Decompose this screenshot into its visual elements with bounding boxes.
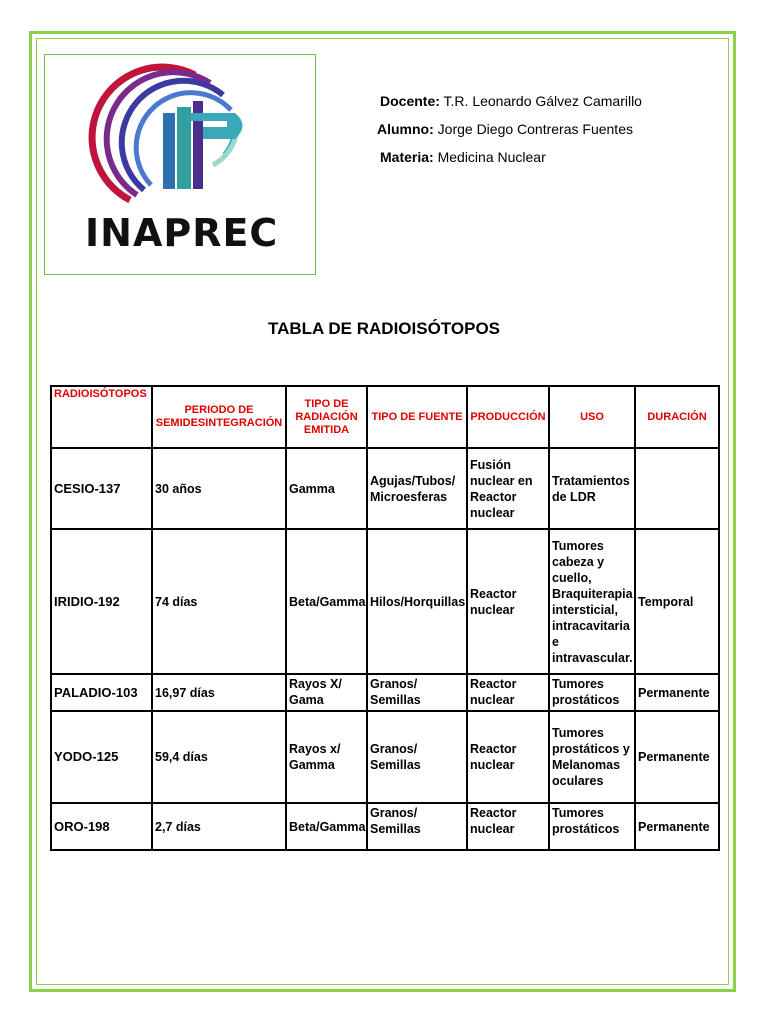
docente-value: T.R. Leonardo Gálvez Camarillo bbox=[443, 93, 642, 109]
cell-periodo: 16,97 días bbox=[152, 674, 286, 711]
materia-label: Materia: bbox=[380, 149, 434, 165]
cell-periodo: 59,4 días bbox=[152, 711, 286, 803]
alumno-value: Jorge Diego Contreras Fuentes bbox=[437, 121, 633, 137]
alumno-line bbox=[377, 121, 633, 137]
cell-radiacion: Gamma bbox=[286, 448, 367, 529]
table-row bbox=[51, 674, 719, 711]
logo-box bbox=[44, 54, 316, 275]
cell-duracion: Temporal bbox=[635, 529, 719, 674]
header-uso: USO bbox=[549, 386, 635, 448]
header-periodo: PERIODO DE SEMIDESINTEGRACIÓN bbox=[152, 386, 286, 448]
docente-label: Docente: bbox=[380, 93, 440, 109]
cell-isotope: PALADIO-103 bbox=[51, 674, 152, 711]
radioisotopes-table bbox=[50, 385, 720, 851]
cell-duracion: Permanente bbox=[635, 803, 719, 850]
cell-fuente: Granos/ Semillas bbox=[367, 803, 467, 850]
logo-text: INAPREC bbox=[85, 211, 279, 255]
page-title: TABLA DE RADIOISÓTOPOS bbox=[267, 319, 501, 338]
cell-radiacion: Beta/Gamma bbox=[286, 529, 367, 674]
cell-radiacion: Beta/Gamma bbox=[286, 803, 367, 850]
cell-uso: Tumores cabeza y cuello, Braquiterapia intersticial, intracavitaria e intravascular. bbox=[549, 529, 635, 674]
header-produccion: PRODUCCIÓN bbox=[467, 386, 549, 448]
cell-periodo: 30 años bbox=[152, 448, 286, 529]
cell-uso: Tumores prostáticos y Melanomas oculares bbox=[549, 711, 635, 803]
cell-periodo: 74 días bbox=[152, 529, 286, 674]
cell-radiacion: Rayos X/ Gama bbox=[286, 674, 367, 711]
cell-periodo: 2,7 días bbox=[152, 803, 286, 850]
cell-fuente: Granos/ Semillas bbox=[367, 711, 467, 803]
cell-produccion: Reactor nuclear bbox=[467, 803, 549, 850]
cell-isotope: YODO-125 bbox=[51, 711, 152, 803]
cell-fuente: Hilos/Horquillas bbox=[367, 529, 467, 674]
cell-fuente: Granos/ Semillas bbox=[367, 674, 467, 711]
cell-duracion: Permanente bbox=[635, 674, 719, 711]
cell-produccion: Reactor nuclear bbox=[467, 674, 549, 711]
cell-produccion: Reactor nuclear bbox=[467, 711, 549, 803]
inaprec-logo-icon bbox=[45, 55, 317, 215]
header-tipo-radiacion: TIPO DE RADIACIÓN EMITIDA bbox=[286, 386, 367, 448]
alumno-label: Alumno: bbox=[377, 121, 434, 137]
cell-produccion: Fusión nuclear en Reactor nuclear bbox=[467, 448, 549, 529]
table-header-row bbox=[51, 386, 719, 448]
cell-produccion: Reactor nuclear bbox=[467, 529, 549, 674]
cell-uso: Tumores prostáticos bbox=[549, 674, 635, 711]
cell-isotope: CESIO-137 bbox=[51, 448, 152, 529]
docente-line bbox=[380, 93, 642, 109]
cell-duracion: Permanente bbox=[635, 711, 719, 803]
cell-isotope: IRIDIO-192 bbox=[51, 529, 152, 674]
table-row bbox=[51, 529, 719, 674]
header-tipo-fuente: TIPO DE FUENTE bbox=[367, 386, 467, 448]
materia-value: Medicina Nuclear bbox=[437, 149, 546, 165]
table-row bbox=[51, 803, 719, 850]
table-row bbox=[51, 448, 719, 529]
header-radioisotopos: RADIOISÓTOPOS bbox=[51, 386, 152, 448]
cell-duracion bbox=[635, 448, 719, 529]
cell-radiacion: Rayos x/ Gamma bbox=[286, 711, 367, 803]
cell-uso: Tratamientos de LDR bbox=[549, 448, 635, 529]
table-row bbox=[51, 711, 719, 803]
header-duracion: DURACIÓN bbox=[635, 386, 719, 448]
cell-fuente: Agujas/Tubos/ Microesferas bbox=[367, 448, 467, 529]
cell-isotope: ORO-198 bbox=[51, 803, 152, 850]
cell-uso: Tumores prostáticos bbox=[549, 803, 635, 850]
materia-line bbox=[380, 149, 546, 165]
